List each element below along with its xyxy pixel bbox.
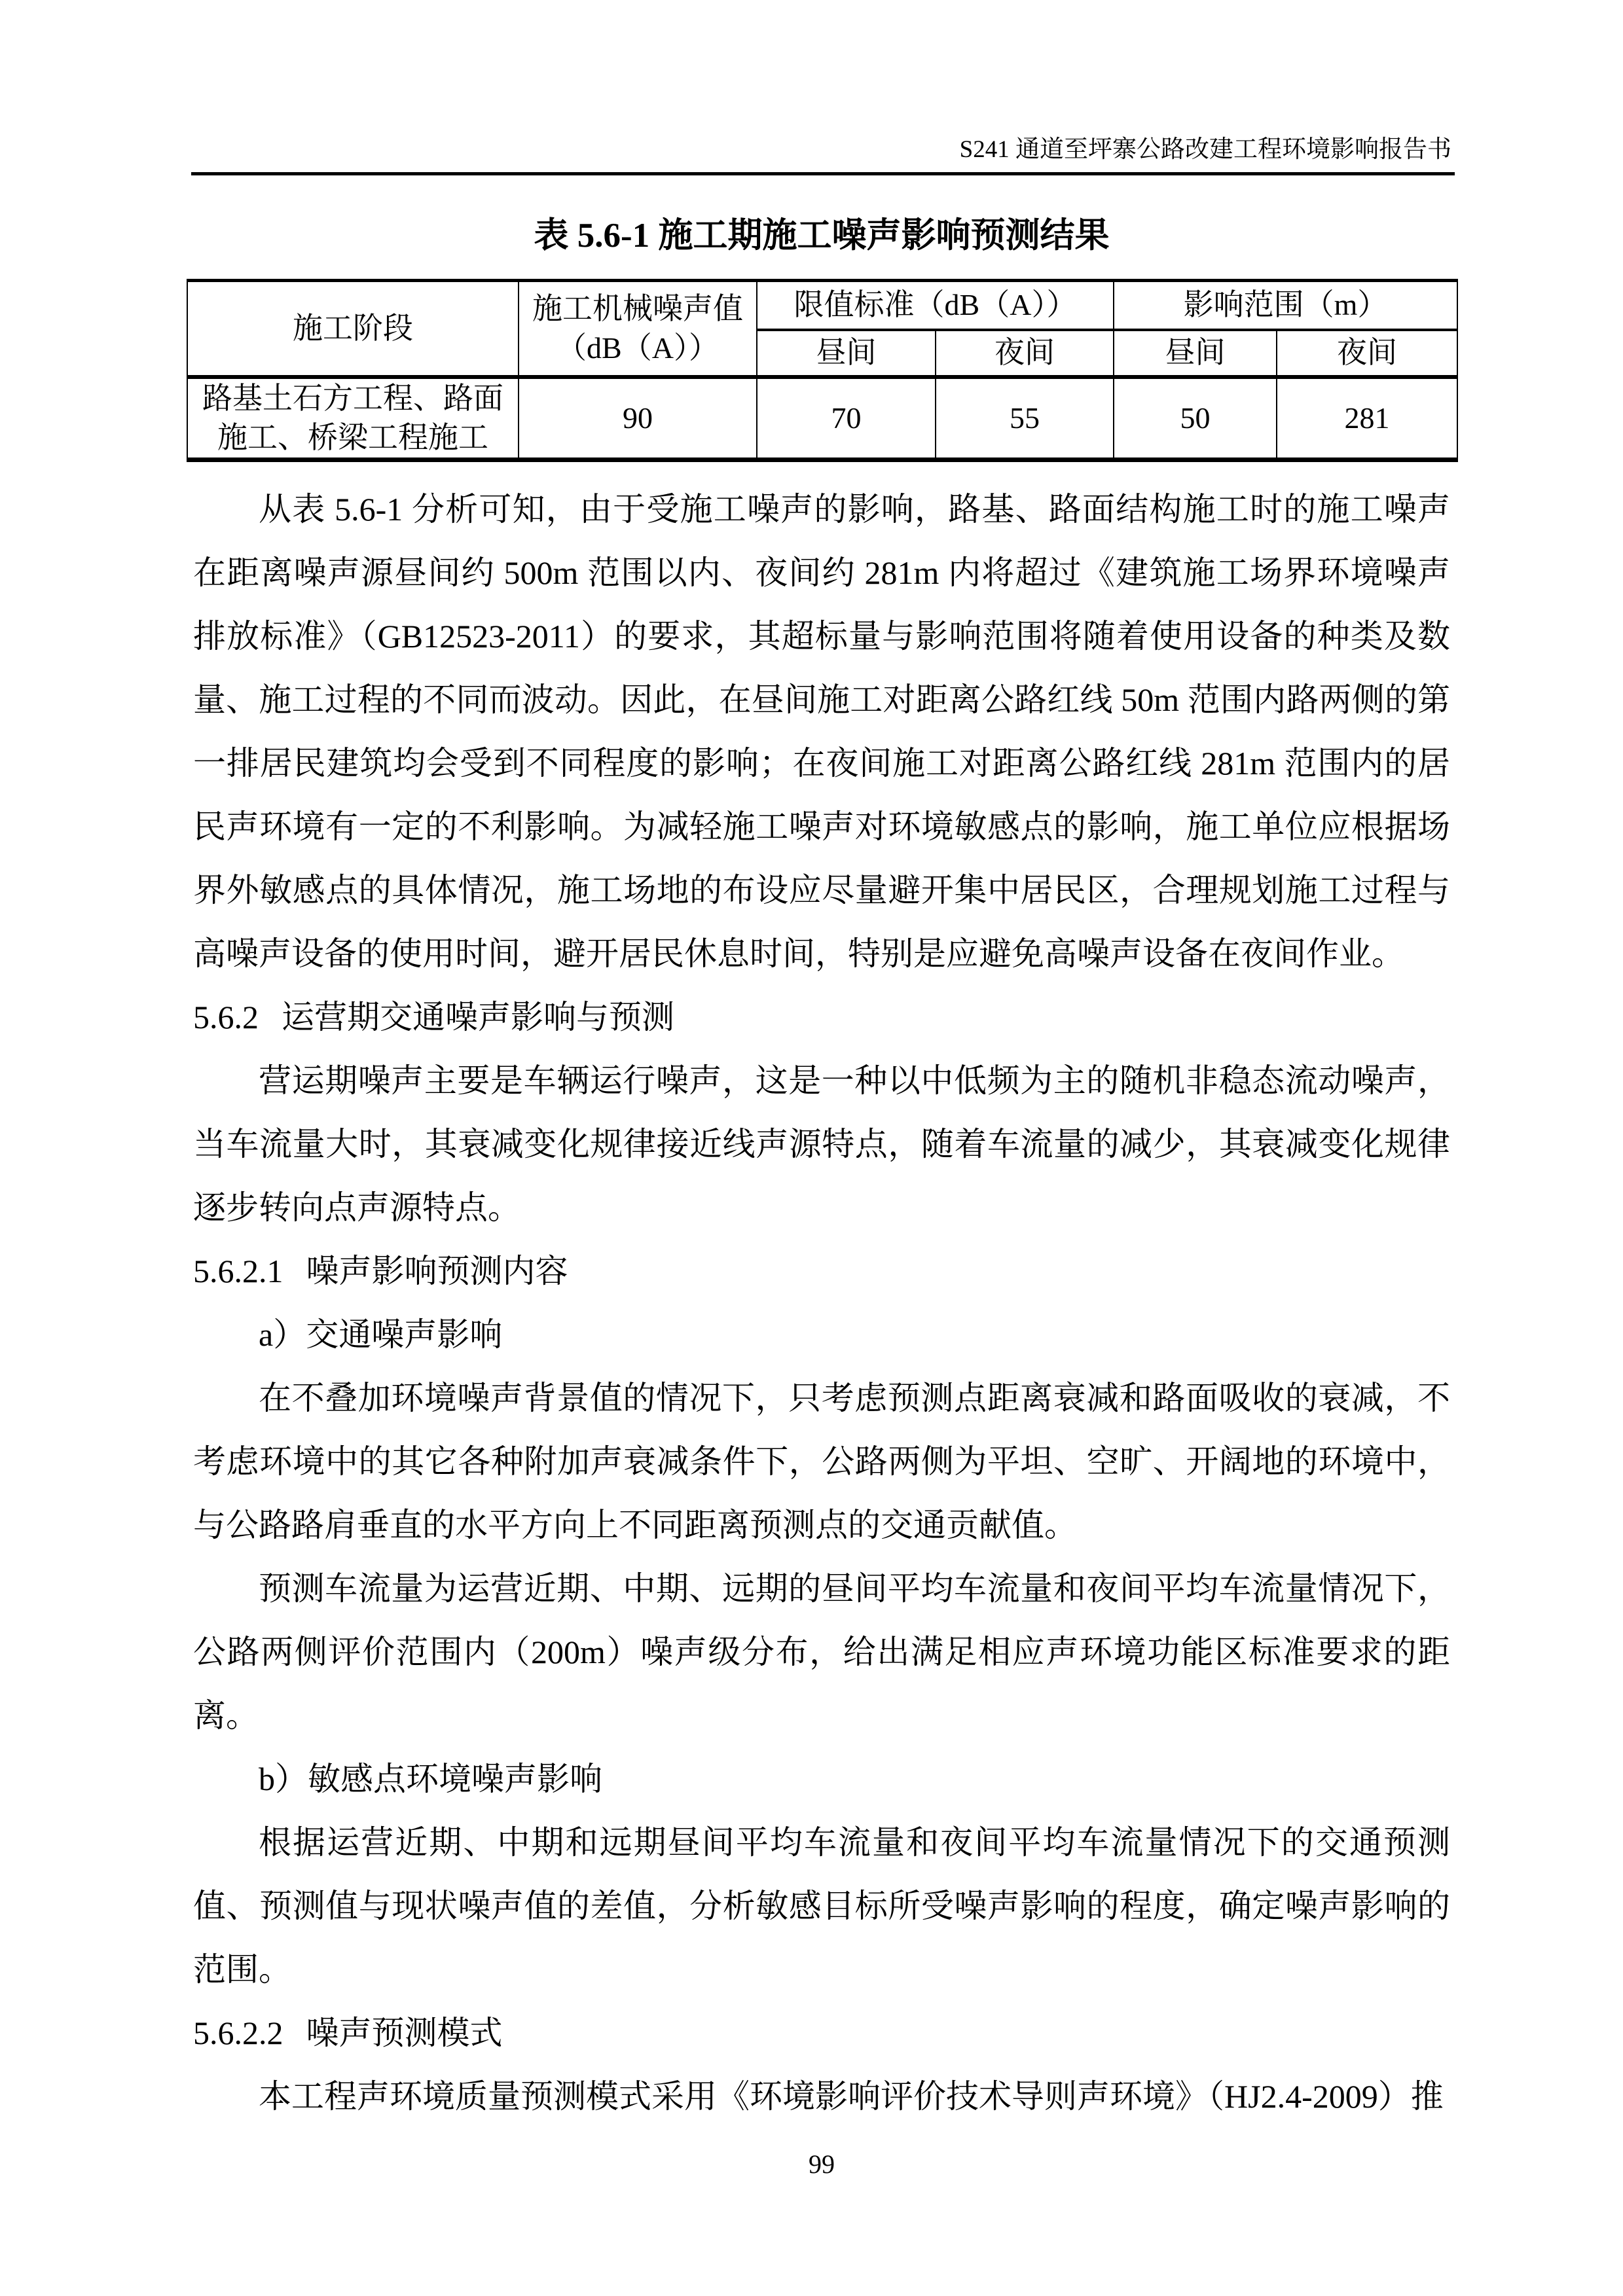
col-header-range-night: 夜间 [1277, 330, 1457, 377]
section-title: 运营期交通噪声影响与预测 [282, 999, 674, 1035]
cell-range-day: 50 [1114, 377, 1277, 460]
cell-limit-day: 70 [757, 377, 936, 460]
section-number: 5.6.2.1 [193, 1253, 283, 1289]
col-header-stage: 施工阶段 [187, 281, 519, 377]
section-heading-5-6-2 [193, 986, 1450, 1049]
cell-machine-noise: 90 [519, 377, 757, 460]
col-header-impact-range: 影响范围（m） [1114, 281, 1457, 330]
cell-stage: 路基土石方工程、路面施工、桥梁工程施工 [187, 377, 519, 460]
col-header-limit-day: 昼间 [757, 330, 936, 377]
paragraph-construction-noise-analysis: 从表 5.6-1 分析可知，由于受施工噪声的影响，路基、路面结构施工时的施工噪声在距离噪声源昼间约 500m 范围以内、夜间约 281m 内将超过《建筑施工场界环境噪声排放标准》（GB12523-2011）的要求，其超标量与影响范围将随着使用设备的种类及数量、施工过程的不同而波动。因此，在昼间施工对距离公路红线 50m 范围内路两侧的第一排居民建筑均会受到不同程度的影响；在夜间施工对距离公路红线 281m 范围内的居民声环境有一定的不利影响。为减轻施工噪声对环境敏感点的影响，施工单位应根据场界外敏感点的具体情况，施工场地的布设应尽量避开集中居民区，合理规划施工过程与高噪声设备的使用时间，避开居民休息时间，特别是应避免高噪声设备在夜间作业。 [193, 491, 1450, 972]
paragraph-operation-noise-character: 营运期噪声主要是车辆运行噪声，这是一种以中低频为主的随机非稳态流动噪声，当车流量大时，其衰减变化规律接近线声源特点，随着车流量的减少，其衰减变化规律逐步转向点声源特点。 [193, 1062, 1450, 1226]
col-header-limit-night: 夜间 [936, 330, 1114, 377]
body-text [193, 478, 1450, 2128]
paragraph-sensitive-target-analysis: 根据运营近期、中期和远期昼间平均车流量和夜间平均车流量情况下的交通预测值、预测值与现状噪声值的差值，分析敏感目标所受噪声影响的程度，确定噪声影响的范围。 [193, 1824, 1450, 1988]
cell-range-night: 281 [1277, 377, 1457, 460]
table-caption: 表 5.6-1 施工期施工噪声影响预测结果 [534, 217, 1110, 255]
section-title: 噪声预测模式 [306, 2015, 503, 2051]
list-item-b-sensitive-points: b）敏感点环境噪声影响 [259, 1761, 602, 1797]
noise-prediction-table [187, 279, 1458, 462]
paragraph-traffic-volume-prediction: 预测车流量为运营近期、中期、远期的昼间平均车流量和夜间平均车流量情况下，公路两侧评价范围内（200m）噪声级分布，给出满足相应声环境功能区标准要求的距离。 [193, 1570, 1450, 1734]
list-item-a-traffic-noise: a）交通噪声影响 [259, 1316, 503, 1353]
table-row [187, 377, 1457, 460]
section-title: 噪声影响预测内容 [306, 1253, 568, 1289]
section-number: 5.6.2.2 [193, 2015, 283, 2051]
col-header-limit-standard: 限值标准（dB（A）） [757, 281, 1114, 330]
col-header-range-day: 昼间 [1114, 330, 1277, 377]
header-rule [191, 172, 1455, 175]
page-number: 99 [809, 2149, 835, 2179]
section-heading-5-6-2-1 [193, 1240, 1450, 1303]
cell-limit-night: 55 [936, 377, 1114, 460]
paragraph-prediction-conditions: 在不叠加环境噪声背景值的情况下，只考虑预测点距离衰减和路面吸收的衰减，不考虑环境中的其它各种附加声衰减条件下，公路两侧为平坦、空旷、开阔地的环境中，与公路路肩垂直的水平方向上不同距离预测点的交通贡献值。 [193, 1380, 1450, 1543]
table-header-row-1 [187, 281, 1457, 330]
section-number: 5.6.2 [193, 999, 259, 1035]
paragraph-prediction-model: 本工程声环境质量预测模式采用《环境影响评价技术导则声环境》（HJ2.4-2009）推 [259, 2078, 1444, 2115]
section-heading-5-6-2-2 [193, 2001, 1450, 2065]
col-header-machine-noise: 施工机械噪声值（dB（A）） [519, 281, 757, 377]
page-header-title: S241 通道至坪寨公路改建工程环境影响报告书 [959, 136, 1451, 163]
